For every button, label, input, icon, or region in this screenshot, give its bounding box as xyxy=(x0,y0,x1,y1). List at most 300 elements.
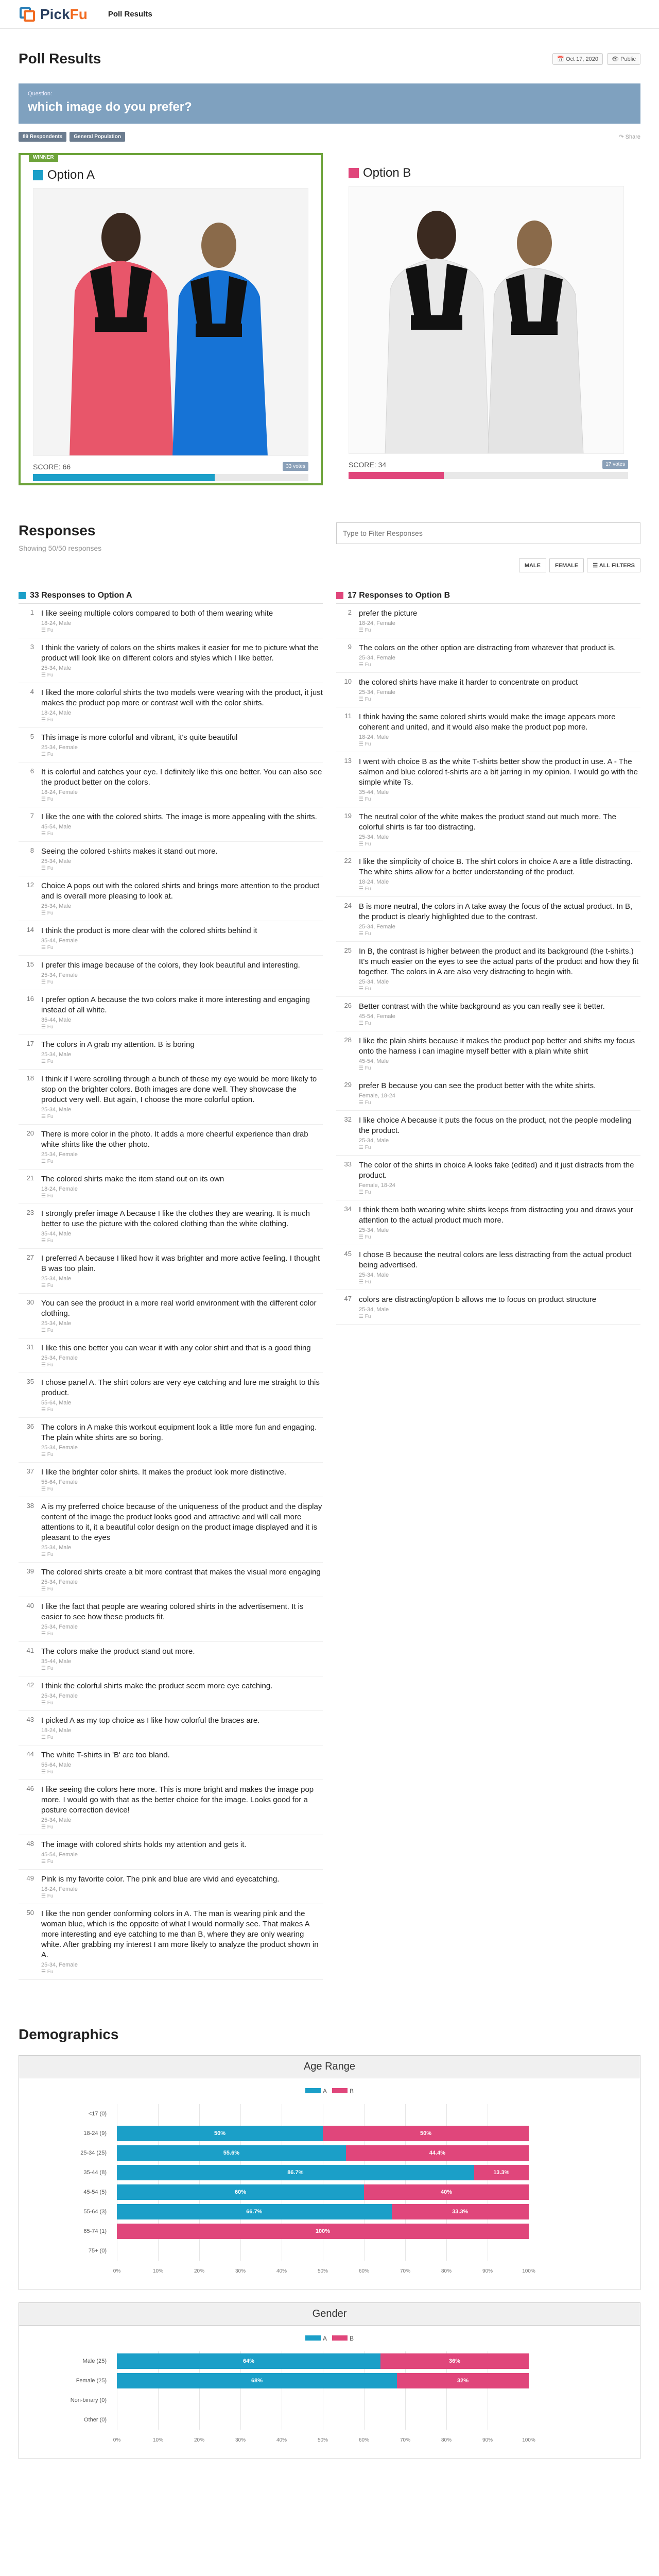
response-text: The colored shirts create a bit more contrast that makes the visual more engaging xyxy=(41,1568,321,1577)
respondent-demographic: 35-44, Male xyxy=(359,789,389,795)
response-number: 44 xyxy=(26,1750,34,1758)
fu-tag[interactable]: ☰ Fu xyxy=(41,1969,54,1975)
response-item xyxy=(19,1170,323,1204)
respondent-demographic: 35-44, Male xyxy=(41,1231,72,1237)
visibility-chip[interactable]: 👁 Public xyxy=(607,53,640,65)
respondent-demographic: 55-64, Female xyxy=(41,1479,78,1485)
bar-segment-a[interactable]: 55.6% xyxy=(117,2145,346,2161)
population-tag[interactable]: General Population xyxy=(70,132,125,142)
fu-tag[interactable]: ☰ Fu xyxy=(359,1100,371,1106)
response-number: 38 xyxy=(26,1502,34,1510)
legend-a-swatch xyxy=(305,2335,321,2341)
response-number: 35 xyxy=(26,1378,34,1385)
fu-tag[interactable]: ☰ Fu xyxy=(359,741,371,747)
demographics-title: Demographics xyxy=(19,2026,119,2042)
fu-tag[interactable]: ☰ Fu xyxy=(41,910,54,916)
chart-row xyxy=(82,2351,529,2371)
option-a-votes: 33 votes xyxy=(283,462,308,471)
chart-row xyxy=(83,2222,529,2241)
fu-tag[interactable]: ☰ Fu xyxy=(41,1114,54,1120)
response-item xyxy=(336,1200,640,1245)
x-tick-label: 0% xyxy=(113,2268,121,2274)
response-number: 25 xyxy=(344,946,352,954)
bar-segment-a[interactable]: 66.7% xyxy=(117,2204,392,2219)
x-tick-label: 70% xyxy=(400,2437,411,2443)
age-range-title: Age Range xyxy=(19,2056,640,2078)
response-item xyxy=(336,1031,640,1076)
response-text: I chose B because the neutral colors are less distracting from the actual product being advertised. xyxy=(359,1250,632,1269)
row-label: 55-64 (3) xyxy=(83,2209,107,2215)
option-b-card[interactable] xyxy=(336,153,640,485)
x-tick-label: 40% xyxy=(276,2437,287,2443)
response-text: I like the simplicity of choice B. The shirt colors in choice A are a little distracting. The white shirts allow for a better understanding of the product. xyxy=(359,857,633,876)
fu-tag[interactable]: ☰ Fu xyxy=(41,1769,54,1775)
response-item xyxy=(19,1338,323,1373)
bar-segment-b[interactable]: 33.3% xyxy=(392,2204,529,2219)
fu-tag[interactable]: ☰ Fu xyxy=(359,662,371,668)
response-number: 21 xyxy=(26,1174,34,1182)
fu-tag[interactable]: ☰ Fu xyxy=(359,1279,371,1285)
response-item xyxy=(19,683,323,728)
respondent-demographic: 25-34, Male xyxy=(359,1307,389,1313)
response-item xyxy=(19,956,323,990)
respondent-demographic: 25-34, Female xyxy=(41,1151,78,1158)
response-item xyxy=(19,921,323,956)
option-b-responses xyxy=(336,591,640,1980)
chart-row xyxy=(88,2104,529,2124)
x-tick-label: 10% xyxy=(152,2437,164,2443)
response-item xyxy=(19,990,323,1035)
pickfu-logo[interactable] xyxy=(19,5,88,24)
response-text: I think if I were scrolling through a bunch of these my eye would be more likely to stop on the brighter colors. Both images are done well. They showcase the product very well. But again, I choose the more colorful option. xyxy=(41,1075,317,1104)
respondent-demographic: 55-64, Male xyxy=(41,1762,72,1768)
x-tick-label: 40% xyxy=(276,2268,287,2274)
respondent-demographic: 25-34, Male xyxy=(359,1138,389,1144)
response-text: I think them both wearing white shirts keeps from distracting you and draws your attention to the actual product much more. xyxy=(359,1206,633,1225)
respondent-demographic: 25-34, Female xyxy=(41,1355,78,1361)
row-label: <17 (0) xyxy=(88,2111,107,2117)
response-number: 24 xyxy=(344,902,352,909)
response-number: 28 xyxy=(344,1036,352,1044)
response-item xyxy=(19,728,323,762)
bar-segment-b[interactable]: 50% xyxy=(323,2126,529,2141)
response-text: B is more neutral, the colors in A take away the focus of the actual product. In B, the product is clearly highlighted due to the contrast. xyxy=(359,902,633,921)
response-number: 37 xyxy=(26,1467,34,1475)
x-tick-label: 70% xyxy=(400,2268,411,2274)
nav-title[interactable]: Poll Results xyxy=(108,10,152,19)
response-item xyxy=(19,1125,323,1170)
fu-tag[interactable]: ☰ Fu xyxy=(359,1190,371,1195)
response-number: 12 xyxy=(26,881,34,889)
response-text: I like seeing the colors here more. This is more bright and makes the image pop more. I would go with that as the better choice for the image. Looks good for a posture correction device! xyxy=(41,1785,314,1815)
response-text: I went with choice B as the white T-shirts better show the product in use. A - The salmon and blue colored t-shirts are a bit jarring in my opinion. I would go with the simple white Ts. xyxy=(359,757,638,787)
response-text: I like choice A because it puts the focus on the product, not the people modeling the product. xyxy=(359,1116,632,1135)
x-tick-label: 50% xyxy=(317,2268,328,2274)
respondent-demographic: 25-34, Male xyxy=(41,1052,72,1058)
respondent-demographic: 25-34, Male xyxy=(41,858,72,865)
response-number: 32 xyxy=(344,1115,352,1123)
response-number: 13 xyxy=(344,757,352,765)
fu-tag[interactable]: ☰ Fu xyxy=(41,1452,54,1458)
response-text: The colors in A grab my attention. B is boring xyxy=(41,1040,195,1049)
respondent-demographic: 18-24, Male xyxy=(359,734,389,740)
brand-pick: Pick xyxy=(40,6,70,22)
legend-a-label: A xyxy=(322,2088,327,2095)
fu-tag[interactable]: ☰ Fu xyxy=(41,979,54,985)
response-number: 5 xyxy=(30,733,34,740)
x-tick-label: 30% xyxy=(235,2437,246,2443)
response-text: I like the one with the colored shirts. The image is more appealing with the shirts. xyxy=(41,812,317,821)
response-text: The image with colored shirts holds my attention and gets it. xyxy=(41,1840,247,1849)
x-tick-label: 100% xyxy=(522,2268,535,2274)
fu-tag[interactable]: ☰ Fu xyxy=(41,796,54,802)
response-item xyxy=(336,997,640,1031)
response-item xyxy=(19,1418,323,1463)
row-label: 18-24 (9) xyxy=(83,2130,107,2137)
response-item xyxy=(336,1111,640,1156)
option-b-score-bar xyxy=(349,472,628,479)
fu-tag[interactable]: ☰ Fu xyxy=(41,1666,54,1671)
fu-tag[interactable]: ☰ Fu xyxy=(41,866,54,871)
x-tick-label: 60% xyxy=(358,2268,370,2274)
bar-segment-a[interactable]: 60% xyxy=(117,2184,364,2200)
response-text: I like the plain shirts because it makes the product pop better and shifts my focus onto the harness i can imagine myself better with a plain white shirt xyxy=(359,1037,635,1056)
response-item xyxy=(336,807,640,852)
row-label: 75+ (0) xyxy=(88,2248,107,2254)
filter-responses-input[interactable] xyxy=(336,522,640,544)
response-item xyxy=(19,1463,323,1497)
respondent-demographic: 25-34, Male xyxy=(41,1320,72,1327)
responses-title: Responses xyxy=(19,522,96,538)
bar-segment-a[interactable]: 68% xyxy=(117,2373,397,2388)
fu-tag[interactable]: ☰ Fu xyxy=(41,628,54,633)
fu-tag[interactable]: ☰ Fu xyxy=(359,1234,371,1240)
fu-tag[interactable]: ☰ Fu xyxy=(359,886,371,892)
response-text: Choice A pops out with the colored shirts and brings more attention to the product and is overall more pleasing to look at. xyxy=(41,882,320,901)
response-item xyxy=(19,1597,323,1642)
respondent-demographic: 25-34, Male xyxy=(41,1817,72,1823)
x-tick-label: 20% xyxy=(194,2268,205,2274)
question-banner xyxy=(19,83,640,124)
option-a-title: Option A xyxy=(47,168,95,182)
response-text: prefer B because you can see the product better with the white shirts. xyxy=(359,1081,596,1090)
response-item xyxy=(19,1642,323,1676)
response-number: 16 xyxy=(26,995,34,1003)
response-number: 46 xyxy=(26,1785,34,1792)
option-b-image[interactable] xyxy=(349,186,624,454)
response-text: I picked A as my top choice as I like how colorful the braces are. xyxy=(41,1716,260,1725)
response-text: I think having the same colored shirts would make the image appears more coherent and united, and it would also make the product pop more. xyxy=(359,713,616,732)
chart-row xyxy=(70,2391,529,2410)
response-item xyxy=(19,1294,323,1338)
option-b-title: Option B xyxy=(363,166,411,180)
response-number: 14 xyxy=(26,926,34,934)
respondent-demographic: 25-34, Female xyxy=(359,655,395,661)
response-number: 10 xyxy=(344,677,352,685)
response-item xyxy=(336,1290,640,1325)
fu-tag[interactable]: ☰ Fu xyxy=(41,1193,54,1199)
response-text: I liked the more colorful shirts the two models were wearing with the product, it just makes the product pop more or contrast well with the color shirts. xyxy=(41,688,323,707)
male-filter-button[interactable]: MALE xyxy=(519,558,546,572)
bar-segment-b[interactable]: 100% xyxy=(117,2224,529,2239)
response-number: 18 xyxy=(26,1074,34,1082)
chart-row xyxy=(83,2163,529,2182)
option-a-card[interactable] xyxy=(19,153,323,485)
respondent-demographic: 18-24, Female xyxy=(359,620,395,626)
bar-segment-b[interactable]: 13.3% xyxy=(474,2165,529,2180)
response-item xyxy=(336,1245,640,1290)
response-text: colors are distracting/option b allows me to focus on product structure xyxy=(359,1295,597,1304)
response-number: 49 xyxy=(26,1874,34,1882)
fu-tag[interactable]: ☰ Fu xyxy=(41,1824,54,1830)
fu-tag[interactable]: ☰ Fu xyxy=(359,697,371,702)
fu-tag[interactable]: ☰ Fu xyxy=(41,1859,54,1865)
female-filter-button[interactable]: FEMALE xyxy=(549,558,584,572)
response-number: 47 xyxy=(344,1295,352,1302)
bar-segment-b[interactable]: 32% xyxy=(397,2373,529,2388)
response-number: 22 xyxy=(344,857,352,865)
response-item xyxy=(336,673,640,707)
chart-row xyxy=(83,2124,529,2143)
respondent-demographic: 25-34, Male xyxy=(41,665,72,671)
respondent-demographic: 35-44, Male xyxy=(41,1658,72,1665)
chart-row xyxy=(76,2371,529,2391)
response-item xyxy=(19,1711,323,1745)
respondent-demographic: 25-34, Male xyxy=(41,903,72,909)
response-item xyxy=(19,1497,323,1563)
fu-tag[interactable]: ☰ Fu xyxy=(359,1065,371,1071)
response-text: prefer the picture xyxy=(359,609,418,618)
option-b-photo xyxy=(349,187,624,454)
legend-a-label: A xyxy=(322,2335,327,2342)
gender-legend xyxy=(19,2335,640,2342)
respondent-demographic: 35-44, Female xyxy=(41,938,78,944)
response-text: This image is more colorful and vibrant, it's quite beautiful xyxy=(41,733,238,742)
bar-segment-a[interactable]: 86.7% xyxy=(117,2165,474,2180)
response-number: 41 xyxy=(26,1647,34,1654)
x-tick-label: 100% xyxy=(522,2437,535,2443)
response-text: I think the variety of colors on the shirts makes it easier for me to picture what the product will look like on different colors and styles which I like better. xyxy=(41,643,319,663)
response-number: 20 xyxy=(26,1129,34,1137)
fu-tag[interactable]: ☰ Fu xyxy=(359,931,371,937)
response-item xyxy=(19,1835,323,1870)
fu-tag[interactable]: ☰ Fu xyxy=(359,986,371,992)
fu-tag[interactable]: ☰ Fu xyxy=(41,1552,54,1557)
fu-tag[interactable]: ☰ Fu xyxy=(41,945,54,951)
response-text: I prefer option A because the two colors make it more interesting and engaging instead of all white. xyxy=(41,995,310,1014)
x-tick-label: 90% xyxy=(482,2437,493,2443)
response-number: 11 xyxy=(344,712,352,720)
respondent-demographic: 25-34, Male xyxy=(359,979,389,985)
fu-tag[interactable]: ☰ Fu xyxy=(359,1314,371,1319)
fu-tag[interactable]: ☰ Fu xyxy=(41,1631,54,1637)
response-number: 48 xyxy=(26,1840,34,1848)
respondent-demographic: 25-34, Male xyxy=(41,1276,72,1282)
response-item xyxy=(19,876,323,921)
bar-segment-b[interactable]: 44.4% xyxy=(346,2145,529,2161)
response-number: 2 xyxy=(348,608,352,616)
response-number: 23 xyxy=(26,1209,34,1216)
option-a-responses-title: 33 Responses to Option A xyxy=(30,591,132,600)
response-number: 31 xyxy=(26,1343,34,1351)
respondent-demographic: 25-34, Female xyxy=(41,1962,78,1968)
respondent-demographic: 18-24, Male xyxy=(359,879,389,885)
option-a-photo xyxy=(33,189,308,456)
respondent-demographic: 25-34, Male xyxy=(41,1107,72,1113)
fu-tag[interactable]: ☰ Fu xyxy=(41,1024,54,1030)
response-item xyxy=(336,897,640,942)
share-button[interactable]: ↷ Share xyxy=(619,134,640,140)
response-number: 6 xyxy=(30,767,34,775)
response-item xyxy=(336,604,640,638)
question-label: Question: xyxy=(28,91,53,97)
fu-tag[interactable]: ☰ Fu xyxy=(359,841,371,847)
response-item xyxy=(19,1249,323,1294)
row-label: Female (25) xyxy=(76,2378,107,2384)
bar-segment-a[interactable]: 50% xyxy=(117,2126,323,2141)
fu-tag[interactable]: ☰ Fu xyxy=(41,1893,54,1899)
option-a-score-fill xyxy=(33,474,215,481)
age-range-chart xyxy=(19,2055,640,2290)
response-item xyxy=(19,842,323,876)
row-label: Other (0) xyxy=(83,2417,107,2423)
all-filters-button[interactable]: ☰ ALL FILTERS xyxy=(587,558,640,572)
age-legend xyxy=(19,2088,640,2095)
response-text: the colored shirts have make it harder to concentrate on product xyxy=(359,678,578,687)
respondent-demographic: 25-34, Female xyxy=(359,689,395,696)
legend-a-swatch xyxy=(305,2088,321,2093)
response-text: I think the colorful shirts make the product seem more eye catching. xyxy=(41,1682,273,1690)
legend-b-label: B xyxy=(350,2088,354,2095)
row-label: Non-binary (0) xyxy=(70,2397,107,2403)
bar-segment-b[interactable]: 36% xyxy=(380,2353,529,2369)
row-label: 65-74 (1) xyxy=(83,2228,107,2234)
question-text: which image do you prefer? xyxy=(28,100,192,114)
option-a-image[interactable] xyxy=(33,188,308,456)
response-text: I chose panel A. The shirt colors are very eye catching and lure me straight to this product. xyxy=(41,1378,320,1397)
response-text: There is more color in the photo. It adds a more cheerful experience than drab white shirts like the other photo. xyxy=(41,1130,308,1149)
bar-segment-b[interactable]: 40% xyxy=(364,2184,529,2200)
response-number: 40 xyxy=(26,1602,34,1609)
chart-row xyxy=(80,2143,529,2163)
fu-tag[interactable]: ☰ Fu xyxy=(359,1021,371,1026)
brand-fu: Fu xyxy=(70,6,88,22)
response-text: I like the brighter color shirts. It makes the product look more distinctive. xyxy=(41,1468,287,1477)
fu-tag[interactable]: ☰ Fu xyxy=(41,1735,54,1740)
respondent-demographic: 45-54, Male xyxy=(41,824,72,830)
response-item xyxy=(19,638,323,683)
fu-tag[interactable]: ☰ Fu xyxy=(359,1145,371,1150)
fu-tag[interactable]: ☰ Fu xyxy=(359,628,371,633)
response-number: 27 xyxy=(26,1253,34,1261)
respondent-demographic: 18-24, Male xyxy=(41,620,72,626)
response-number: 50 xyxy=(26,1909,34,1917)
response-item xyxy=(336,752,640,807)
row-label: 35-44 (8) xyxy=(83,2170,107,2176)
option-b-swatch xyxy=(336,592,343,599)
response-number: 39 xyxy=(26,1567,34,1575)
respondent-demographic: 45-54, Male xyxy=(359,1058,389,1064)
response-item xyxy=(19,762,323,807)
option-a-swatch xyxy=(33,170,43,180)
response-item xyxy=(336,638,640,673)
fu-tag[interactable]: ☰ Fu xyxy=(41,831,54,837)
option-b-score-fill xyxy=(349,472,444,479)
x-tick-label: 50% xyxy=(317,2437,328,2443)
top-bar xyxy=(0,0,659,29)
respondent-demographic: Female, 18-24 xyxy=(359,1093,395,1099)
response-item xyxy=(19,1676,323,1711)
fu-tag[interactable]: ☰ Fu xyxy=(41,1283,54,1289)
option-a-swatch xyxy=(19,592,26,599)
respondent-demographic: 45-54, Female xyxy=(359,1013,395,1020)
respondent-demographic: 25-34, Male xyxy=(359,1272,389,1278)
response-text: I strongly prefer image A because I like the clothes they are wearing. It is much better to use the picture with the colored clothing than the white clothing. xyxy=(41,1209,310,1228)
response-number: 29 xyxy=(344,1081,352,1089)
response-number: 45 xyxy=(344,1250,352,1258)
respondent-demographic: 18-24, Female xyxy=(41,1186,78,1192)
response-item xyxy=(336,1076,640,1111)
response-item xyxy=(19,1870,323,1904)
row-label: 25-34 (25) xyxy=(80,2150,107,2156)
gender-chart xyxy=(19,2302,640,2459)
fu-tag[interactable]: ☰ Fu xyxy=(41,1159,54,1164)
respondents-tag[interactable]: 89 Respondents xyxy=(19,132,66,142)
x-tick-label: 90% xyxy=(482,2268,493,2274)
response-text: I like this one better you can wear it with any color shirt and that is a good thing xyxy=(41,1344,311,1352)
fu-tag[interactable]: ☰ Fu xyxy=(41,672,54,678)
fu-tag[interactable]: ☰ Fu xyxy=(41,1486,54,1492)
response-number: 4 xyxy=(30,688,34,696)
fu-tag[interactable]: ☰ Fu xyxy=(41,1238,54,1244)
fu-tag[interactable]: ☰ Fu xyxy=(41,717,54,723)
response-text: The color of the shirts in choice A looks fake (edited) and it just distracts from the product. xyxy=(359,1161,634,1180)
respondent-demographic: 25-34, Male xyxy=(359,1227,389,1233)
option-a-score-bar xyxy=(33,474,308,481)
response-text: The colors make the product stand out more. xyxy=(41,1647,195,1656)
bar-segment-a[interactable]: 64% xyxy=(117,2353,380,2369)
option-b-swatch xyxy=(349,168,359,178)
fu-tag[interactable]: ☰ Fu xyxy=(41,1328,54,1333)
fu-tag[interactable]: ☰ Fu xyxy=(41,1407,54,1413)
fu-tag[interactable]: ☰ Fu xyxy=(41,1700,54,1706)
response-number: 36 xyxy=(26,1422,34,1430)
respondent-demographic: 25-34, Female xyxy=(359,924,395,930)
response-text: You can see the product in a more real world environment with the different color clothing. xyxy=(41,1299,317,1318)
response-text: I preferred A because I liked how it was brighter and more active feeling. I thought B was too plain. xyxy=(41,1254,320,1273)
fu-tag[interactable]: ☰ Fu xyxy=(41,1586,54,1592)
fu-tag[interactable]: ☰ Fu xyxy=(41,1059,54,1064)
response-number: 15 xyxy=(26,960,34,968)
winner-badge: WINNER xyxy=(29,153,58,162)
response-number: 1 xyxy=(30,608,34,616)
response-item xyxy=(19,1904,323,1980)
chart-row xyxy=(83,2182,529,2202)
row-label: Male (25) xyxy=(82,2358,107,2364)
fu-tag[interactable]: ☰ Fu xyxy=(359,796,371,802)
fu-tag[interactable]: ☰ Fu xyxy=(41,752,54,757)
option-b-votes: 17 votes xyxy=(602,460,628,469)
response-text: In B, the contrast is higher between the product and its background (the t-shirts.) It's much easier on the eyes to see the actual parts of the product and how they fit together. The colors in A are also very distracting to begin with. xyxy=(359,947,639,976)
response-number: 43 xyxy=(26,1716,34,1723)
response-item xyxy=(336,707,640,752)
x-tick-label: 30% xyxy=(235,2268,246,2274)
fu-tag[interactable]: ☰ Fu xyxy=(41,1362,54,1368)
x-tick-label: 60% xyxy=(358,2437,370,2443)
response-item xyxy=(19,1035,323,1070)
response-text: I prefer this image because of the colors, they look beautiful and interesting. xyxy=(41,961,300,970)
respondent-demographic: 25-34, Male xyxy=(41,1545,72,1551)
